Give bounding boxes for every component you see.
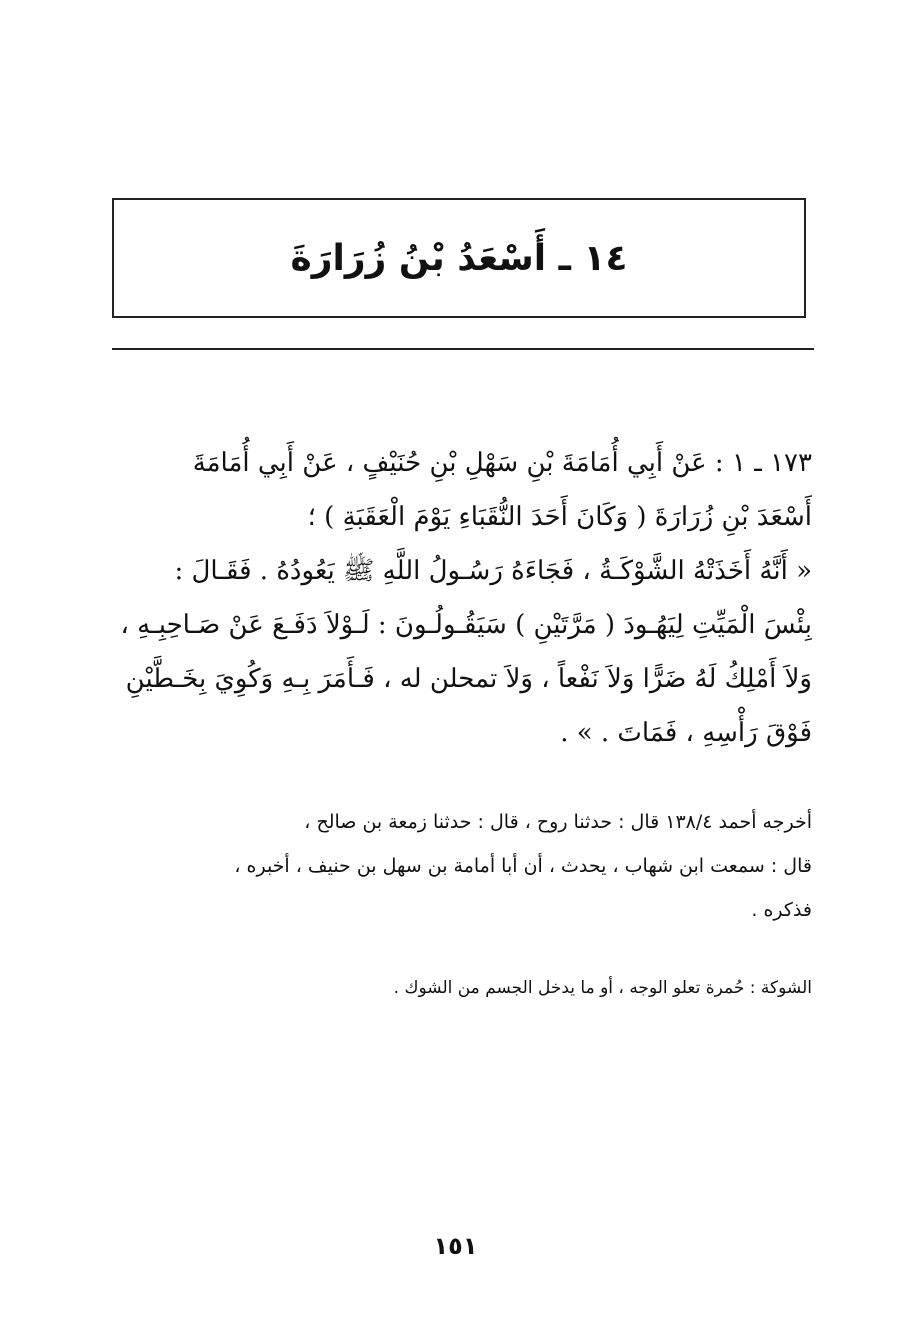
chapter-title: ١٤ ـ أَسْعَدُ بْنُ زُرَارَةَ [290,237,628,279]
hadith-line: « أَنَّهُ أَخَذَتْهُ الشَّوْكَـةُ ، فَجَاءَهُ رَسُـولُ اللَّهِ ﷺ يَعُودُهُ . فَقَـالَ : [174,556,812,586]
hadith-line: فَوْقَ رَأْسِهِ ، فَمَاتَ . » . [560,718,812,748]
page-number: ١٥١ [433,1232,478,1260]
takhrij-line: فذكره . [751,899,812,921]
vocabulary-gloss: الشوكة : حُمرة تعلو الوجه ، أو ما يدخل الجسم من الشوك . [393,978,812,998]
chapter-title-box [112,198,806,318]
hadith-line: بِئْسَ الْمَيِّتِ لِيَهُـودَ ( مَرَّتَيْنِ ) سَيَقُـولُـونَ : لَـوْلاَ دَفَـعَ عَنْ صَـاحِبِـهِ ، [120,610,812,640]
hadith-line: ١٧٣ ـ ١ : عَنْ أَبِي أُمَامَةَ بْنِ سَهْلِ بْنِ حُنَيْفٍ ، عَنْ أَبِي أُمَامَةَ [192,448,812,478]
takhrij-line: قال : سمعت ابن شهاب ، يحدث ، أن أبا أمامة بن سهل بن حنيف ، أخبره ، [234,855,812,877]
takhrij-note [100,800,812,932]
hadith-line: أَسْعَدَ بْنِ زُرَارَةَ ( وَكَانَ أَحَدَ النُّقَبَاءِ يَوْمَ الْعَقَبَةِ ) ؛ [307,502,812,532]
hadith-line: وَلاَ أَمْلِكُ لَهُ ضَرًّا وَلاَ نَفْعاً ، وَلاَ تمحلن له ، فَـأَمَرَ بِـهِ وَكُوِيَ بِخَـطَّيْنِ [125,664,812,694]
hadith-text [100,436,812,760]
title-divider-rule [112,348,814,350]
takhrij-line: أخرجه أحمد ١٣٨/٤ قال : حدثنا روح ، قال : حدثنا زمعة بن صالح ، [304,811,812,833]
